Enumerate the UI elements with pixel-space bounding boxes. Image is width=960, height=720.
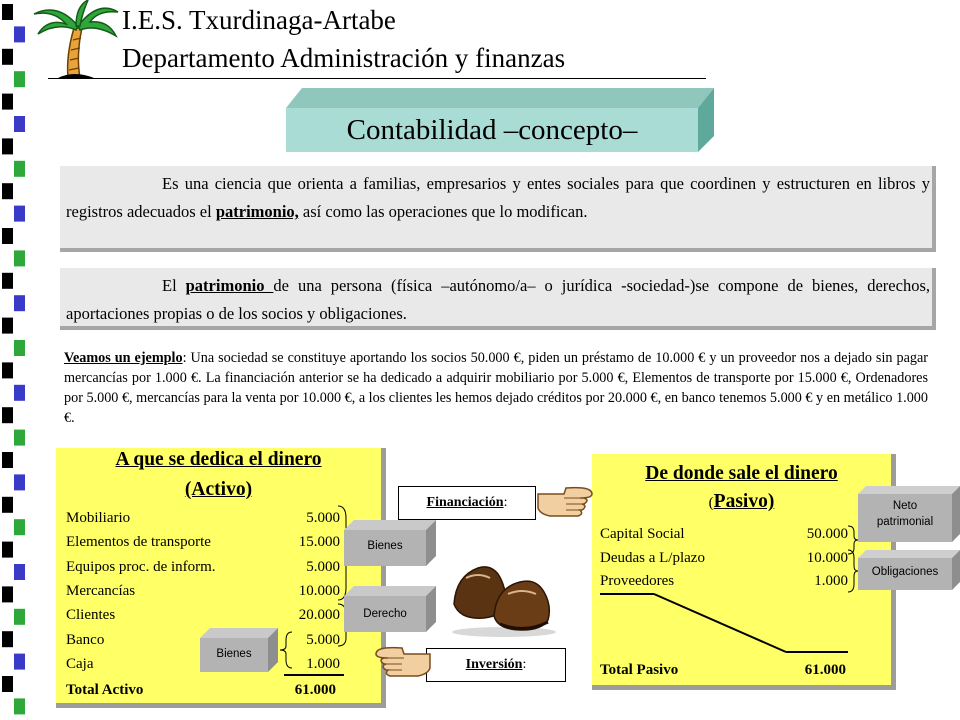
neto-line-2: patrimonial bbox=[876, 516, 934, 528]
strip-cell bbox=[14, 116, 25, 132]
strip-cell bbox=[14, 71, 25, 87]
financiacion-callout bbox=[398, 486, 536, 520]
patrimonio-text-1: El bbox=[162, 276, 186, 295]
patrimonio-text-2: de una persona (física –autónomo/a– o jurídica -sociedad-)se compone de bienes, derechos, aportaciones propias o de los socios y obligaciones. bbox=[66, 276, 930, 323]
activo-total-rule bbox=[284, 674, 344, 676]
obligaciones-tag: Obligaciones bbox=[871, 566, 939, 578]
strip-cell bbox=[14, 474, 25, 490]
strip-cell bbox=[14, 698, 25, 714]
strip-cell bbox=[2, 94, 13, 110]
strip-cell bbox=[2, 138, 13, 154]
activo-item-label: Mobiliario bbox=[66, 510, 131, 526]
strip-cell bbox=[2, 4, 13, 20]
pasivo-item-label: Capital Social bbox=[600, 526, 685, 542]
activo-heading-1: A que se dedica el dinero bbox=[115, 449, 322, 470]
activo-item-value: 10.000 bbox=[298, 582, 340, 599]
strip-cell bbox=[14, 161, 25, 177]
strip-cell bbox=[2, 452, 13, 468]
activo-item-value: 15.000 bbox=[298, 534, 340, 551]
patrimonio-keyword: patrimonio bbox=[185, 276, 274, 295]
activo-total-label: Total Activo bbox=[66, 682, 144, 698]
strip-cell bbox=[2, 676, 13, 692]
activo-item-label: Banco bbox=[66, 631, 105, 648]
pasivo-item-value: 50.000 bbox=[806, 526, 848, 542]
derecho-tag: Derecho bbox=[363, 608, 407, 620]
palm-tree-logo bbox=[28, 0, 120, 84]
neto-tag bbox=[858, 498, 952, 530]
example-text: : Una sociedad se constituye aportando los socios 50.000 €, piden un préstamo de 10.000 € y un proveedor nos a dejado sin pagar mercancías por 1.000 €. La financiación anterior se ha dedicado a adquirir mobiliario por 5.000 €, Elementos de transporte por 15.000 €, Ordenadores por 5.000 €, mercancías para la venta por 10.000 €, a los clientes les hemos dejado créditos por 20.000 €, en banco tenemos 5.000 € y en metálico 1.000 €. bbox=[64, 350, 928, 426]
activo-item-value: 1.000 bbox=[306, 655, 340, 672]
strip-cell bbox=[2, 542, 13, 558]
bienes-tag-2: Bienes bbox=[216, 648, 252, 660]
strip-cell bbox=[2, 586, 13, 602]
strip-cell bbox=[14, 206, 25, 222]
pasivo-item-label: Proveedores bbox=[600, 573, 675, 589]
strip-cell bbox=[2, 49, 13, 65]
left-decorative-strip bbox=[0, 0, 28, 720]
definition-text-1: Es una ciencia que orienta a familias, empresarios y entes sociales para que coordinen y estructuren en libros y registros adecuados el bbox=[66, 174, 930, 221]
activo-item-value: 5.000 bbox=[306, 510, 340, 526]
pasivo-diagonal-rule bbox=[600, 592, 848, 660]
pointing-hand-icon-right bbox=[536, 484, 594, 520]
activo-item-value: 5.000 bbox=[306, 631, 340, 648]
strip-cell bbox=[2, 273, 13, 289]
bienes-tag-1: Bienes bbox=[367, 540, 403, 552]
pasivo-total-label: Total Pasivo bbox=[600, 662, 679, 678]
strip-cell bbox=[2, 183, 13, 199]
strip-cell bbox=[2, 228, 13, 244]
definition-keyword: patrimonio, bbox=[215, 202, 299, 221]
strip-cell bbox=[2, 407, 13, 423]
definition-text-2: así como las operaciones que lo modifican. bbox=[298, 202, 588, 221]
strip-cell bbox=[14, 295, 25, 311]
neto-line-1: Neto bbox=[892, 500, 918, 512]
pasivo-heading-paren: ( bbox=[708, 495, 714, 511]
strip-cell bbox=[14, 564, 25, 580]
strip-cell bbox=[14, 519, 25, 535]
activo-item-label: Mercancías bbox=[66, 582, 136, 599]
strip-cell bbox=[2, 362, 13, 378]
inversion-label: Inversión bbox=[465, 657, 523, 672]
financiacion-colon: : bbox=[503, 495, 508, 510]
strip-cell bbox=[2, 631, 13, 647]
pasivo-heading-2: Pasivo) bbox=[713, 491, 775, 512]
example-paragraph bbox=[64, 348, 928, 428]
caja-banco-brace bbox=[278, 630, 294, 670]
strip-cell bbox=[14, 654, 25, 670]
slide-title: Contabilidad –concepto– bbox=[346, 114, 638, 146]
school-name: I.E.S. Txurdinaga-Artabe bbox=[122, 5, 396, 35]
pasivo-total-value: 61.000 bbox=[804, 662, 846, 678]
activo-heading-2: (Activo) bbox=[184, 479, 253, 500]
pasivo-item-value: 10.000 bbox=[806, 549, 848, 566]
example-label: Veamos un ejemplo bbox=[64, 350, 183, 366]
patrimonio-box bbox=[60, 268, 936, 330]
activo-item-label: Elementos de transporte bbox=[66, 534, 211, 551]
department-name: Departamento Administración y finanzas bbox=[122, 43, 566, 73]
header-divider bbox=[48, 78, 706, 79]
activo-item-value: 20.000 bbox=[298, 607, 340, 624]
strip-cell bbox=[2, 318, 13, 334]
strip-cell bbox=[14, 385, 25, 401]
strip-cell bbox=[14, 250, 25, 266]
definition-box bbox=[60, 166, 936, 252]
strip-cell bbox=[14, 609, 25, 625]
activo-item-label: Clientes bbox=[66, 607, 116, 624]
activo-item-label: Equipos proc. de inform. bbox=[66, 558, 216, 575]
strip-cell bbox=[14, 430, 25, 446]
pasivo-item-label: Deudas a L/plazo bbox=[600, 549, 705, 566]
strip-cell bbox=[2, 497, 13, 513]
pasivo-item-value: 1.000 bbox=[814, 573, 848, 589]
financiacion-label: Financiación bbox=[426, 495, 504, 510]
pasivo-heading-1: De donde sale el dinero bbox=[645, 463, 838, 484]
strip-cell bbox=[14, 26, 25, 42]
pointing-hand-icon-left bbox=[374, 644, 432, 680]
activo-item-label: Caja bbox=[66, 655, 94, 672]
strip-cell bbox=[14, 340, 25, 356]
inversion-callout bbox=[426, 648, 566, 682]
shoes-image bbox=[444, 546, 560, 638]
activo-item-value: 5.000 bbox=[306, 558, 340, 575]
inversion-colon: : bbox=[522, 657, 527, 672]
activo-total-value: 61.000 bbox=[294, 682, 336, 698]
